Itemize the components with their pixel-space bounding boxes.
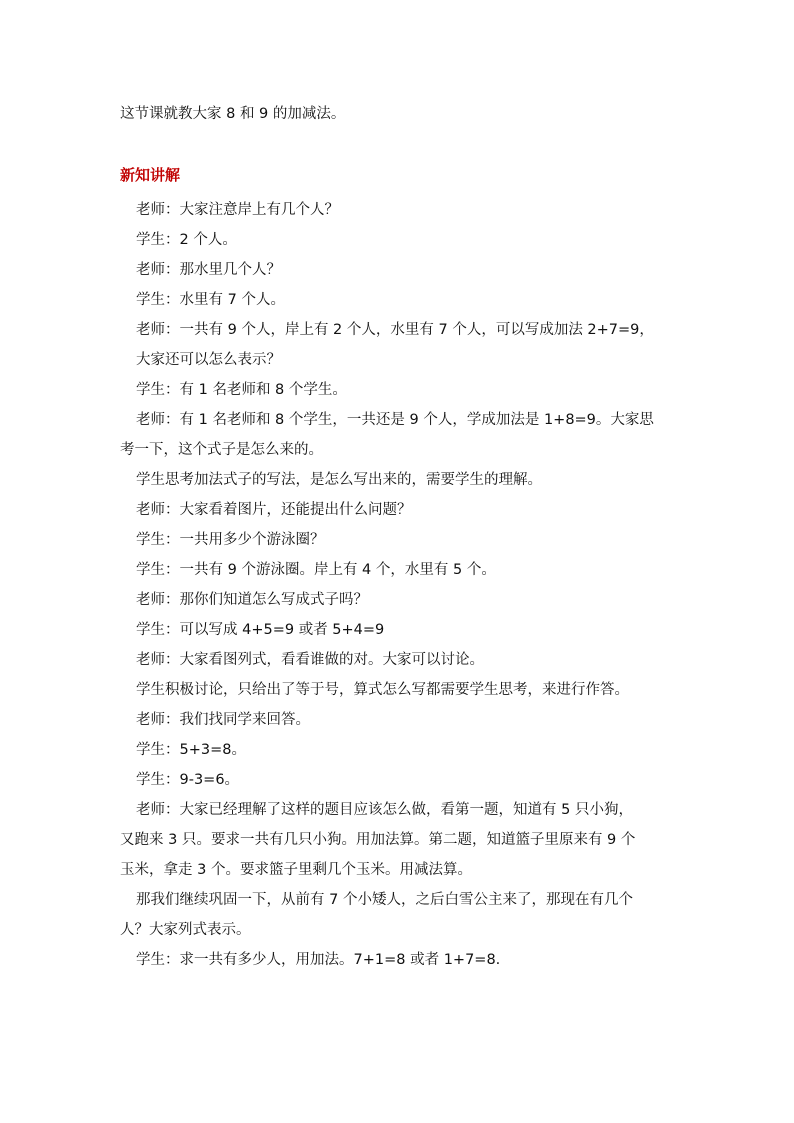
dialogue-line: 老师：那你们知道怎么写成式子吗？ bbox=[136, 592, 368, 608]
dialogue-line: 学生：可以写成 4+5=9 或者 5+4=9 bbox=[136, 622, 385, 638]
dialogue-line: 学生：水里有 7 个人。 bbox=[136, 292, 285, 308]
dialogue-line: 老师：大家看着图片，还能提出什么问题？ bbox=[136, 502, 412, 518]
dialogue-line: 玉米，拿走 3 个。要求篮子里剩几个玉米。用减法算。 bbox=[120, 862, 472, 878]
dialogue-line: 老师：我们找同学来回答。 bbox=[136, 712, 310, 728]
dialogue-line: 人？大家列式表示。 bbox=[120, 922, 251, 938]
dialogue-line: 又跑来 3 只。要求一共有几只小狗。用加法算。第二题，知道篮子里原来有 9 个 bbox=[120, 832, 636, 848]
dialogue-line: 学生：2 个人。 bbox=[136, 232, 237, 248]
dialogue-line: 学生：5+3=8。 bbox=[136, 742, 246, 758]
dialogue-line: 学生：一共有 9 个游泳圈。岸上有 4 个，水里有 5 个。 bbox=[136, 562, 496, 578]
dialogue-line: 老师：大家看图列式，看看谁做的对。大家可以讨论。 bbox=[136, 652, 484, 668]
dialogue-line: 学生：9-3=6。 bbox=[136, 772, 240, 788]
dialogue-line: 老师：那水里几个人？ bbox=[136, 262, 281, 278]
section-heading: 新知讲解 bbox=[120, 166, 181, 184]
dialogue-line: 学生：一共用多少个游泳圈？ bbox=[136, 532, 325, 548]
dialogue-line: 老师：大家注意岸上有几个人？ bbox=[136, 202, 339, 218]
dialogue-line: 学生积极讨论，只给出了等于号，算式怎么写都需要学生思考，来进行作答。 bbox=[136, 682, 629, 698]
dialogue-line: 老师：大家已经理解了这样的题目应该怎么做，看第一题，知道有 5 只小狗， bbox=[136, 802, 633, 818]
intro-paragraph: 这节课就教大家 8 和 9 的加减法。 bbox=[120, 106, 346, 122]
dialogue-line: 老师：一共有 9 个人，岸上有 2 个人，水里有 7 个人，可以写成加法 2+7=9， bbox=[136, 322, 654, 338]
dialogue-line: 考一下，这个式子是怎么来的。 bbox=[120, 442, 323, 458]
dialogue-line: 那我们继续巩固一下，从前有 7 个小矮人，之后白雪公主来了，那现在有几个 bbox=[136, 892, 633, 908]
dialogue-line: 学生思考加法式子的写法，是怎么写出来的，需要学生的理解。 bbox=[136, 472, 542, 488]
dialogue-line: 学生：有 1 名老师和 8 个学生。 bbox=[136, 382, 347, 398]
dialogue-lines bbox=[120, 195, 680, 975]
dialogue-line: 老师：有 1 名老师和 8 个学生，一共还是 9 个人，学成加法是 1+8=9。大家思 bbox=[136, 412, 654, 428]
dialogue-line: 大家还可以怎么表示？ bbox=[136, 352, 281, 368]
dialogue-line: 学生：求一共有多少人，用加法。7+1=8 或者 1+7=8. bbox=[136, 952, 501, 968]
